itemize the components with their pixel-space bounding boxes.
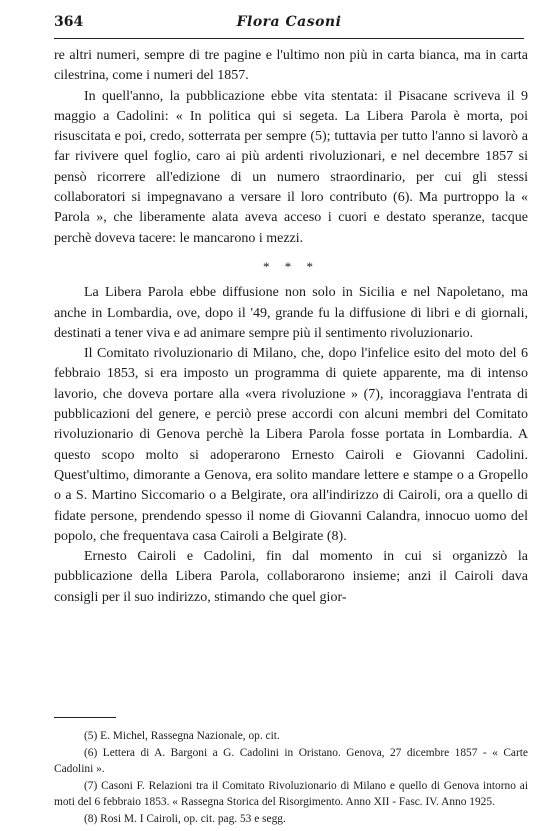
footnote-6: (6) Lettera di A. Bargoni a G. Cadolini in Oristano. Genova, 27 dicembre 1857 - « Carte Cadolini ».	[54, 746, 528, 775]
paragraph-2: In quell'anno, la pubblicazione ebbe vita stentata: il Pisacane scriveva il 9 maggio a Cadolini: « In politica qui si segeta. La Libera Parola è morta, poi risuscitata e poi, credo, sotterrata per sempre (5); tuttavia per tutto l'anno si lavorò a far rivivere quel foglio, caro ai più ardenti rivoluzionari, e nel decembre 1857 si pensò ricorrere all'edizione di un numero straordinario, per cui gli stessi collaboratori si impegnavano a versare il loro contributo (6). Ma purtroppo la « Parola », che liberamente alata aveva acceso i cuori e destato speranze, tacque perchè doveva tacere: le mancarono i mezzi.	[54, 88, 528, 246]
footnote-8: (8) Rosi M. I Cairoli, op. cit. pag. 53 e segg.	[84, 812, 286, 825]
paragraph-5: Ernesto Cairoli e Cadolini, fin dal momento in cui si organizzò la pubblicazione della Libera Parola, collaborarono insieme; anzi il Cairoli dava consigli per il suo indirizzo, stimando che quel gior-	[54, 549, 528, 605]
page-header	[54, 14, 524, 34]
header-rule	[54, 38, 524, 39]
footnote-7: (7) Casoni F. Relazioni tra il Comitato Rivoluzionario di Milano e quello di Genova intorno ai moti del 6 febbraio 1853. « Rassegna Storica del Risorgimento. Anno XII - Fasc. IV. Anno 1925.	[54, 779, 528, 808]
footnotes	[54, 728, 528, 827]
body-text	[54, 46, 528, 608]
running-title: Flora Casoni	[236, 14, 342, 30]
footnote-5: (5) E. Michel, Rassegna Nazionale, op. cit.	[84, 730, 280, 742]
paragraph-1: re altri numeri, sempre di tre pagine e l'ultimo non più in carta bianca, ma in carta cilestrina, come i numeri del 1857.	[54, 48, 528, 84]
page-number: 364	[54, 14, 84, 30]
footnote-rule	[54, 717, 116, 718]
paragraph-4: Il Comitato rivoluzionario di Milano, che, dopo l'infelice esito del moto del 6 febbraio 1853, si era imposto un programma di quiete apparente, ma di intenso lavorio, che doveva portare alla «vera rivoluzione » (7), incoraggiava l'entrata di pubblicazioni del genere, e perciò prese accordi con alcuni membri del Comitato rivoluzionario di Genova perchè la Libera Parola fosse portata in Lombardia. A questo scopo molto si adoperarono Ernesto Cairoli e Giovanni Cadolini. Quest'ultimo, dimorante a Genova, era solito mandare lettere e stampe o a Gropello o a S. Martino Siccomario o a Belgirate, ora all'indirizzo di Cairoli, ora a quello di fidate persone, prendendo spesso il nome di Giovanni Calandra, innocuo uomo del popolo, che frequentava casa Cairoli a Belgirate (8).	[54, 346, 528, 544]
paragraph-3: La Libera Parola ebbe diffusione non solo in Sicilia e nel Napoletano, ma anche in Lombardia, ove, dopo il '49, grande fu la diffusione di libri e di giornali, destinati a tener viva e ad animare sempre più il sentimento rivoluzionario.	[54, 285, 528, 341]
section-separator: * * *	[263, 258, 319, 274]
